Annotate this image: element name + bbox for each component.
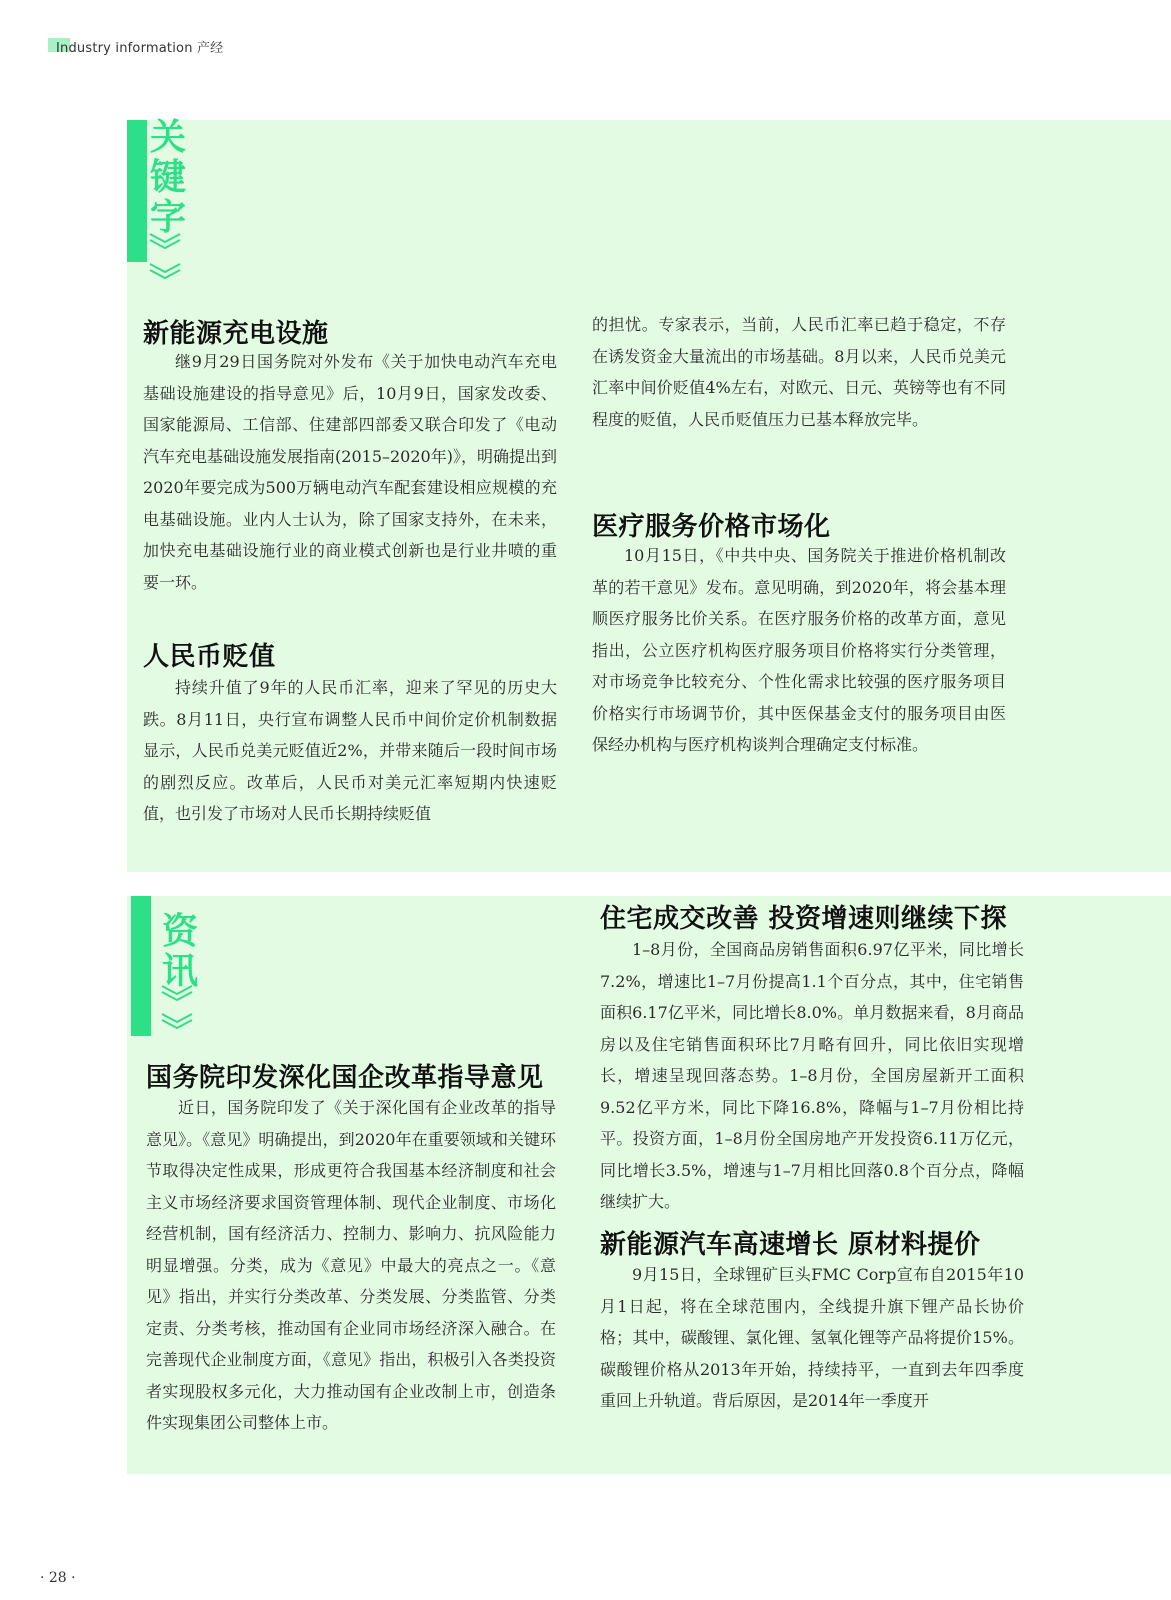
article-body-soe-reform: 近日，国务院印发了《关于深化国有企业改革的指导意见》。《意见》明确提出，到2020年在重要领域和关键环节取得决定性成果，形成更符合我国基本经济制度和社会主义市场经济要求国资管理体制、现代企业制度、市场化经营机制，国有经济活力、控制力、影响力、抗风险能力明显增强。分类，成为《意见》中最大的亮点之一。《意见》指出，并实行分类改革、分类发展、分类监管、分类定责、分类考核，推动国有企业同市场经济深入融合。在完善现代企业制度方面，《意见》指出，积极引入各类投资者实现股权多元化，大力推动国有企业改制上市，创造条件实现集团公司整体上市。 [146,1098,556,1432]
news-accent-bar [131,896,151,1036]
article-body-rmb: 持续升值了9年的人民币汇率，迎来了罕见的历史大跌。8月11日，央行宣布调整人民币中间价定价机制数据显示，人民币兑美元贬值近2%，并带来随后一段时间市场的剧烈反应。改革后，人民币对美元汇率短期内快速贬值，也引发了市场对人民币长期持续贬值 [143,678,557,823]
news-section-title: 资讯 [161,911,198,992]
keywords-accent-bar [127,120,147,262]
article-body-medical: 10月15日，《中共中央、国务院关于推进价格机制改革的若干意见》发布。意见明确，到2020年，将会基本理顺医疗服务比价关系。在医疗服务价格的改革方面，意见指出，公立医疗机构医疗服务项目价格将实行分类管理，对市场竞争比较充分、个性化需求比较强的医疗服务项目价格实行市场调节价，其中医保基金支付的服务项目由医保经办机构与医疗机构谈判合理确定支付标准。 [592,546,1006,754]
article-title-charging: 新能源充电设施 [143,319,329,349]
article-title-rmb: 人民币贬值 [143,642,276,672]
article-title-housing: 住宅成交改善 投资增速则继续下探 [600,904,1008,934]
keywords-section-title: 关键字 [149,117,186,238]
article-body-housing: 1–8月份，全国商品房销售面积6.97亿平米，同比增长7.2%，增速比1–7月份提高1.1个百分点，其中，住宅销售面积6.17亿平米，同比增长8.0%。单月数据来看，8月商品房以及住宅销售面积环比7月略有回升，同比依旧实现增长，增速呈现回落态势。1–8月份，全国房屋新开工面积9.52亿平方米，同比下降16.8%，降幅与1–7月份相比持平。投资方面，1–8月份全国房地产开发投资6.11万亿元，同比增长3.5%，增速与1–7月相比回落0.8个百分点，降幅继续扩大。 [600,940,1024,1211]
article-body-rmb-continued: 的担忧。专家表示，当前，人民币汇率已趋于稳定，不存在诱发资金大量流出的市场基础。8月以来，人民币兑美元汇率中间价贬值4%左右，对欧元、日元、英镑等也有不同程度的贬值，人民币贬值压力已基本释放完毕。 [592,315,1006,429]
article-title-soe-reform: 国务院印发深化国企改革指导意见 [146,1063,544,1093]
article-body-nev: 9月15日，全球锂矿巨头FMC Corp宣布自2015年10月1日起，将在全球范围内，全线提升旗下锂产品长协价格；其中，碳酸锂、氯化锂、氢氧化锂等产品将提价15%。碳酸锂价格从2013年开始，持续持平，一直到去年四季度重回上升轨道。背后原因，是2014年一季度开 [600,1265,1024,1410]
running-header: Industry information 产经 [56,41,224,56]
article-title-nev: 新能源汽车高速增长 原材料提价 [600,1230,981,1260]
chevron-down-icon [160,984,194,1032]
page-number: · 28 · [40,1570,76,1586]
chevron-down-icon [148,232,182,282]
article-title-medical: 医疗服务价格市场化 [592,512,831,542]
article-body-charging: 继9月29日国务院对外发布《关于加快电动汽车充电基础设施建设的指导意见》后，10月9日，国家发改委、国家能源局、工信部、住建部四部委又联合印发了《电动汽车充电基础设施发展指南(2015–2020年)》，明确提出到2020年要完成为500万辆电动汽车配套建设相应规模的充电基础设施。业内人士认为，除了国家支持外，在未来，加快充电基础设施行业的商业模式创新也是行业井喷的重要一环。 [143,352,557,592]
